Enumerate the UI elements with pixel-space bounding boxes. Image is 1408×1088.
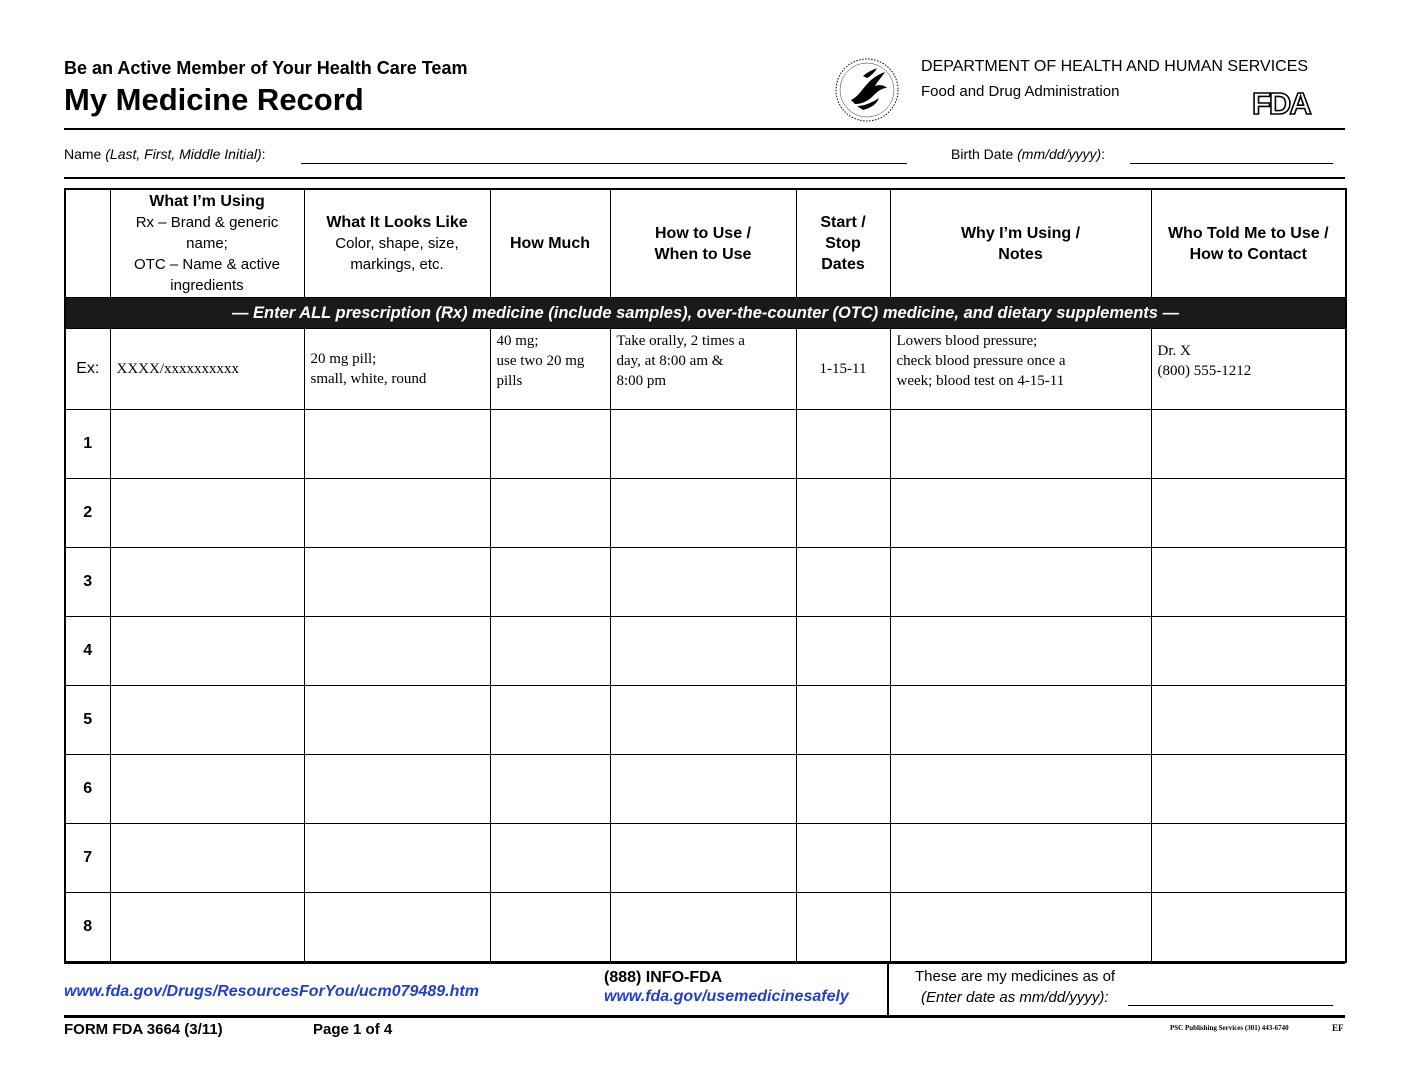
name-field-label: Name (Last, First, Middle Initial): (64, 146, 266, 162)
entry-cell[interactable] (490, 824, 610, 893)
entry-cell[interactable] (304, 686, 490, 755)
entry-cell[interactable] (796, 686, 890, 755)
entry-cell[interactable] (796, 479, 890, 548)
fda-logo (1252, 86, 1328, 118)
entry-cell[interactable] (890, 686, 1151, 755)
name-field[interactable] (301, 163, 907, 164)
entry-cell[interactable] (490, 548, 610, 617)
entry-cell[interactable] (796, 617, 890, 686)
table-row (65, 410, 1346, 479)
agency-name: Food and Drug Administration (921, 83, 1120, 100)
form-subtitle: Be an Active Member of Your Health Care Team (64, 58, 468, 78)
entry-cell[interactable] (1151, 479, 1346, 548)
col-header-who-told: Who Told Me to Use / How to Contact (1151, 189, 1346, 298)
row-number: 6 (65, 755, 110, 824)
table-row (65, 755, 1346, 824)
entry-cell[interactable] (490, 410, 610, 479)
entry-cell[interactable] (490, 893, 610, 963)
hhs-eagle-seal-icon (833, 56, 901, 124)
form-title: My Medicine Record (64, 82, 364, 117)
entry-cell[interactable] (610, 686, 796, 755)
row-number: 4 (65, 617, 110, 686)
col-header-what-using: What I’m Using Rx – Brand & generic name; OTC – Name & active ingredients (110, 189, 304, 298)
entry-cell[interactable] (796, 824, 890, 893)
row-number: 5 (65, 686, 110, 755)
col-header-looks-like: What It Looks Like Color, shape, size, markings, etc. (304, 189, 490, 298)
entry-cell[interactable] (304, 893, 490, 963)
entry-cell[interactable] (890, 824, 1151, 893)
entry-cell[interactable] (890, 755, 1151, 824)
entry-cell[interactable] (796, 755, 890, 824)
entry-cell[interactable] (610, 824, 796, 893)
form-number: FORM FDA 3664 (3/11) (64, 1021, 223, 1038)
entry-cell[interactable] (1151, 548, 1346, 617)
table-row (65, 479, 1346, 548)
as-of-date-field[interactable] (1128, 1005, 1333, 1006)
row-number-header (65, 189, 110, 298)
table-row (65, 824, 1346, 893)
col-header-dates: Start / Stop Dates (796, 189, 890, 298)
entry-cell[interactable] (890, 410, 1151, 479)
as-of-label: These are my medicines as of (915, 968, 1116, 985)
fields-rule (64, 177, 1345, 179)
entry-cell[interactable] (110, 686, 304, 755)
entry-cell[interactable] (304, 548, 490, 617)
entry-cell[interactable] (110, 410, 304, 479)
entry-cell[interactable] (1151, 617, 1346, 686)
entry-cell[interactable] (610, 617, 796, 686)
entry-cell[interactable] (110, 755, 304, 824)
resources-link[interactable]: www.fda.gov/Drugs/ResourcesForYou/ucm079489.htm (64, 983, 479, 1000)
use-medicine-safely-link[interactable]: www.fda.gov/usemedicinesafely (604, 988, 849, 1005)
department-name: DEPARTMENT OF HEALTH AND HUMAN SERVICES (921, 58, 1309, 75)
entry-cell[interactable] (610, 548, 796, 617)
entry-cell[interactable] (610, 893, 796, 963)
entry-cell[interactable] (490, 755, 610, 824)
entry-cell[interactable] (1151, 755, 1346, 824)
entry-cell[interactable] (610, 755, 796, 824)
example-row (65, 329, 1346, 410)
entry-cell[interactable] (110, 548, 304, 617)
entry-cell[interactable] (796, 893, 890, 963)
entry-cell[interactable] (110, 617, 304, 686)
entry-cell[interactable] (110, 479, 304, 548)
footer-bottom-rule (64, 1015, 1345, 1018)
entry-cell[interactable] (890, 548, 1151, 617)
example-looks: 20 mg pill; small, white, round (304, 329, 490, 410)
ef-mark: EF (1332, 1023, 1344, 1033)
row-number: 8 (65, 893, 110, 963)
table-row (65, 548, 1346, 617)
entry-cell[interactable] (490, 479, 610, 548)
entry-cell[interactable] (110, 893, 304, 963)
example-dates: 1-15-11 (796, 329, 890, 410)
svg-text:FDA: FDA (1252, 86, 1310, 118)
page-number: Page 1 of 4 (313, 1021, 393, 1038)
entry-cell[interactable] (890, 893, 1151, 963)
instruction-banner: — Enter ALL prescription (Rx) medicine (include samples), over-the-counter (OTC) medicine, and dietary supplements — (65, 298, 1346, 329)
row-number: 1 (65, 410, 110, 479)
entry-cell[interactable] (796, 410, 890, 479)
row-number: 2 (65, 479, 110, 548)
entry-cell[interactable] (490, 617, 610, 686)
col-header-how-to-use: How to Use / When to Use (610, 189, 796, 298)
medicine-table (64, 188, 1347, 963)
example-label: Ex: (65, 329, 110, 410)
example-how-much: 40 mg; use two 20 mg pills (490, 329, 610, 410)
entry-cell[interactable] (1151, 893, 1346, 963)
birth-date-field[interactable] (1130, 163, 1333, 164)
col-header-why-using: Why I’m Using / Notes (890, 189, 1151, 298)
table-row (65, 617, 1346, 686)
footer-divider (887, 964, 889, 1015)
entry-cell[interactable] (890, 617, 1151, 686)
table-row (65, 686, 1346, 755)
entry-cell[interactable] (490, 686, 610, 755)
entry-cell[interactable] (796, 548, 890, 617)
entry-cell[interactable] (304, 617, 490, 686)
entry-cell[interactable] (1151, 686, 1346, 755)
example-who: Dr. X (800) 555-1212 (1151, 329, 1346, 410)
entry-cell[interactable] (890, 479, 1151, 548)
entry-rows (65, 410, 1346, 963)
entry-cell[interactable] (110, 824, 304, 893)
entry-cell[interactable] (1151, 410, 1346, 479)
entry-cell[interactable] (304, 410, 490, 479)
entry-cell[interactable] (304, 755, 490, 824)
birth-date-label: Birth Date (mm/dd/yyyy): (951, 146, 1106, 162)
row-number: 3 (65, 548, 110, 617)
instruction-banner-row (65, 298, 1346, 329)
fda-phone: (888) INFO-FDA (604, 969, 723, 986)
footer-rule (64, 961, 1345, 964)
table-row (65, 893, 1346, 963)
entry-cell[interactable] (610, 410, 796, 479)
example-how-to-use: Take orally, 2 times a day, at 8:00 am & 8:00 pm (610, 329, 796, 410)
as-of-hint: (Enter date as mm/dd/yyyy): (921, 989, 1109, 1006)
row-number: 7 (65, 824, 110, 893)
header-rule (64, 128, 1345, 130)
publisher-note: PSC Publishing Services (301) 443-6740 (1170, 1024, 1289, 1032)
table-header-row (65, 189, 1346, 298)
example-using: XXXX/xxxxxxxxxx (110, 329, 304, 410)
entry-cell[interactable] (610, 479, 796, 548)
entry-cell[interactable] (304, 824, 490, 893)
example-why: Lowers blood pressure; check blood pressure once a week; blood test on 4-15-11 (890, 329, 1151, 410)
col-header-how-much: How Much (490, 189, 610, 298)
entry-cell[interactable] (304, 479, 490, 548)
entry-cell[interactable] (1151, 824, 1346, 893)
